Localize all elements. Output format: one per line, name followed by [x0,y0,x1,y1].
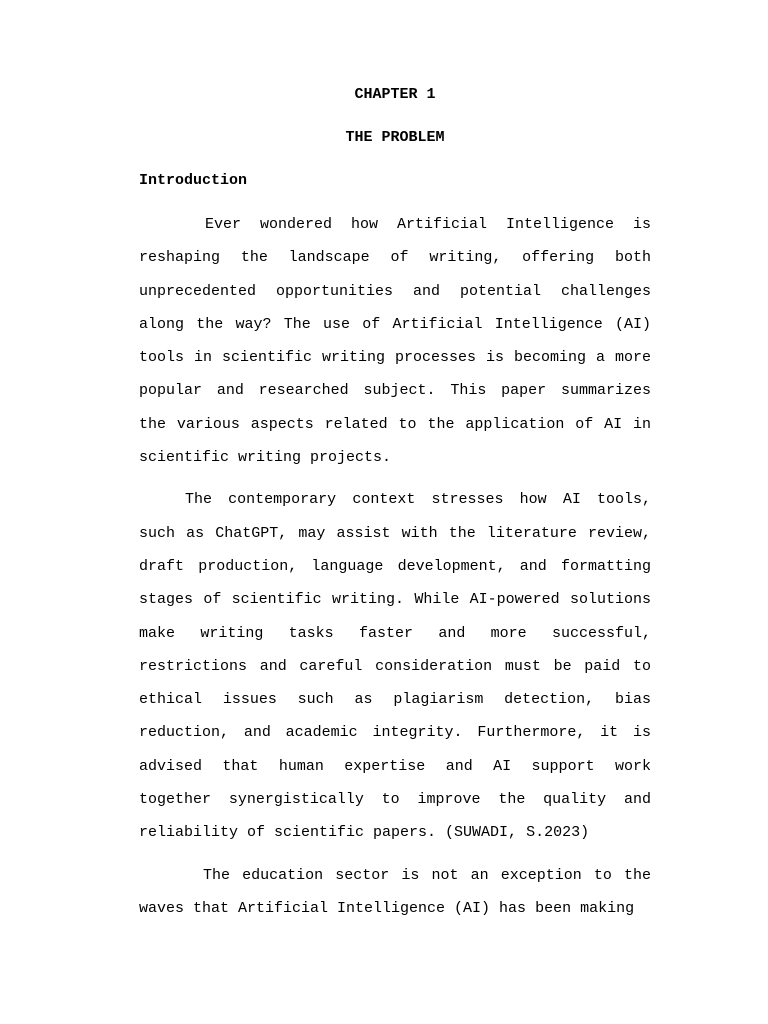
chapter-heading: CHAPTER 1 [354,86,436,103]
paragraph-3: The education sector is not an exception to the waves that Artificial Intelligence (AI) has been making [139,866,651,917]
section-heading: Introduction [139,172,248,189]
document-body [139,84,651,934]
paragraph-1: Ever wondered how Artificial Intelligence is reshaping the landscape of writing, offering both unprecedented opportunities and potential challenges along the way? The use of Artificial Intelligence (AI) tools in scientific writing processes is becoming a more popular and researched subject. This paper summarizes the various aspects related to the application of AI in scientific writing projects. [139,216,651,467]
chapter-title: THE PROBLEM [345,129,445,146]
paragraph-2: The contemporary context stresses how AI tools, such as ChatGPT, may assist with the literature review, draft production, language development, and formatting stages of scientific writing. While AI-powered solutions make writing tasks faster and more successful, restrictions and careful consideration must be paid to ethical issues such as plagiarism detection, bias reduction, and academic integrity. Furthermore, it is advised that human expertise and AI support work together synergistically to improve the quality and reliability of scientific papers. (SUWADI, S.2023) [139,491,651,842]
